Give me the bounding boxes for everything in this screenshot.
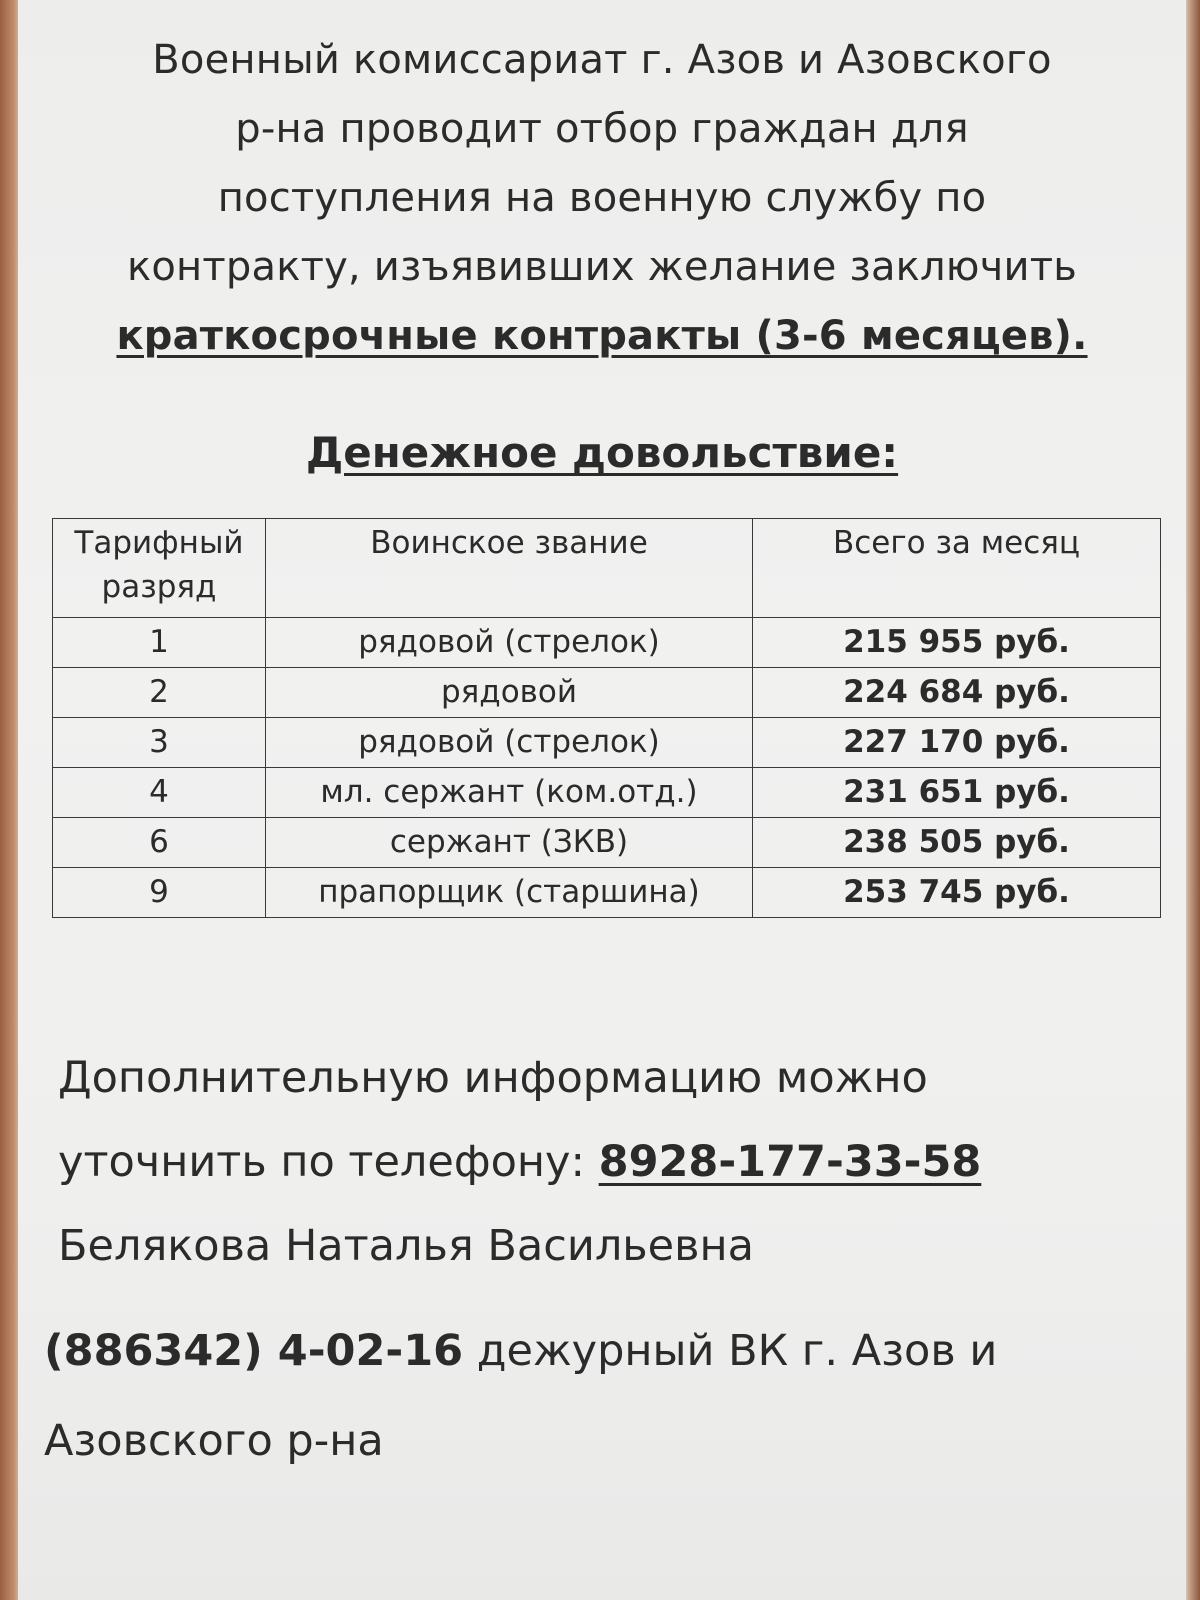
duty-block (44, 1306, 1164, 1486)
header-grade (53, 519, 266, 618)
grade-cell: 9 (53, 868, 266, 918)
rank-cell: прапорщик (старшина) (266, 868, 753, 918)
duty-text: дежурный ВК г. Азов и (463, 1326, 998, 1376)
total-cell: 238 505 руб. (753, 818, 1161, 868)
wooden-surface-right (1184, 0, 1200, 1600)
grade-cell: 4 (53, 768, 266, 818)
table-row (53, 818, 1161, 868)
total-cell: 253 745 руб. (753, 868, 1161, 918)
rank-cell: рядовой (стрелок) (266, 718, 753, 768)
notice-sheet (18, 0, 1186, 1600)
header-grade-line-2: разряд (101, 569, 217, 605)
grade-cell: 3 (53, 718, 266, 768)
contact-line-2 (58, 1120, 1158, 1204)
table-row (53, 668, 1161, 718)
contact-person: Белякова Наталья Васильевна (58, 1221, 754, 1271)
intro-line-1: Военный комиссариат г. Азов и Азовского (152, 37, 1052, 83)
total-cell: 231 651 руб. (753, 768, 1161, 818)
total-cell: 224 684 руб. (753, 668, 1161, 718)
contract-term-emphasis: краткосрочные контракты (3-6 месяцев). (116, 313, 1088, 359)
contact-phone: 8928-177-33-58 (598, 1137, 982, 1187)
table-row (53, 868, 1161, 918)
grade-cell: 1 (53, 618, 266, 668)
table-row (53, 618, 1161, 668)
grade-cell: 6 (53, 818, 266, 868)
total-cell: 227 170 руб. (753, 718, 1161, 768)
total-cell: 215 955 руб. (753, 618, 1161, 668)
rank-cell: мл. сержант (ком.отд.) (266, 768, 753, 818)
intro-paragraph (18, 26, 1186, 371)
pay-heading: Денежное довольствие: (305, 428, 899, 477)
rank-cell: рядовой (стрелок) (266, 618, 753, 668)
header-rank: Воинское звание (266, 519, 753, 618)
grade-cell: 2 (53, 668, 266, 718)
duty-line-2: Азовского р-на (44, 1416, 384, 1466)
duty-line-1 (44, 1306, 1164, 1396)
rank-cell: рядовой (266, 668, 753, 718)
pay-table (52, 518, 1161, 918)
table-row (53, 768, 1161, 818)
duty-phone: (886342) 4-02-16 (44, 1326, 464, 1376)
intro-line-4: контракту, изъявивших желание заключить (127, 244, 1077, 290)
header-grade-line-1: Тарифный (74, 525, 244, 561)
intro-line-3: поступления на военную службу по (217, 175, 987, 221)
header-total: Всего за месяц (753, 519, 1161, 618)
rank-cell: сержант (ЗКВ) (266, 818, 753, 868)
contact-block (58, 1036, 1158, 1288)
contact-line-2-prefix: уточнить по телефону: (58, 1137, 599, 1187)
pay-table-header (53, 519, 1161, 618)
intro-line-2: р-на проводит отбор граждан для (235, 106, 969, 152)
contact-line-1: Дополнительную информацию можно (58, 1053, 928, 1103)
table-row (53, 718, 1161, 768)
